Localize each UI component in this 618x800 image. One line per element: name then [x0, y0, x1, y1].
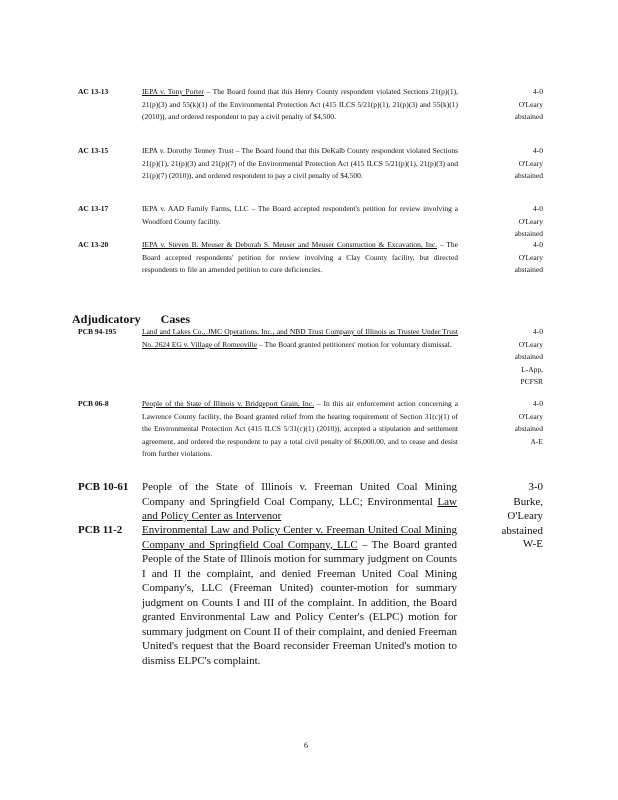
vote-line: abstained	[514, 424, 543, 433]
case-summary	[142, 326, 458, 351]
vote-line: O'Leary	[518, 216, 543, 226]
vote-record	[483, 326, 543, 389]
vote-line: 4-0	[533, 146, 543, 155]
vote-line: Burke,	[513, 495, 543, 508]
vote-line: W-E	[522, 538, 543, 550]
vote-line: 4-0	[533, 399, 543, 408]
docket-number: AC 13-17	[78, 204, 109, 213]
case-text: – In this air enforcement action concerning a Lawrence County facility, the Board granted relief from the hearing requirement of Section 31(c)(1) of the Environmental Protection Act (415 ILCS 5/31(c)(1) (2010)), accepted a stipulation and settlement agreement, and ordered the respondent to pay a total civil penalty of $6,000.00, and to cease and desist from further violations.	[142, 399, 458, 458]
case-caption: People of the State of Illinois v. Bridgeport Grain, Inc.	[142, 399, 314, 408]
case-text: – The Board granted People of the State of Illinois motion for summary judgment on Counts I and II the complaint, and denied Freeman United Coal Mining Company's, LLC (Freeman United) counter-motion for summary judgment on Counts I and III of the complaint. In addition, the Board granted Environmental Law and Policy Center's (ELPC) motion for summary judgment on Count II of their complaint, and denied Freeman United's request that the Board reconsider Freeman United's motion to dismiss ELPC's complaint.	[142, 538, 457, 667]
vote-line: abstained	[514, 112, 543, 121]
vote-line: O'Leary	[518, 411, 543, 421]
vote-record	[483, 203, 543, 241]
docket-number: PCB 94-195	[78, 327, 117, 336]
case-caption: People of the State of Illinois v. Freeman United Coal Mining Company and Springfield Coal Company, LLC; Environmental	[142, 481, 457, 508]
section-heading-word: Cases	[160, 312, 191, 326]
vote-record	[483, 537, 543, 552]
vote-line: 4-0	[533, 87, 543, 96]
docket-number: AC 13-20	[78, 240, 109, 249]
vote-line: O'Leary	[518, 99, 543, 109]
page-number: 6	[304, 741, 308, 750]
docket-number: PCB 10-61	[78, 481, 129, 493]
vote-record	[483, 398, 543, 448]
vote-line: abstained	[514, 265, 543, 274]
vote-record	[483, 145, 543, 183]
case-summary	[142, 145, 458, 183]
case-caption: IEPA v. Steven B. Meuser & Deborah S. Meuser and Meuser Construction & Excavation, Inc.	[142, 240, 438, 249]
case-summary	[142, 523, 457, 668]
case-caption: Environmental Law and Policy Center v. Freeman United Coal Mining Company and Springfield Coal Company, LLC	[142, 524, 457, 551]
vote-line: A-E	[530, 436, 543, 446]
vote-line: abstained	[501, 524, 543, 537]
vote-line: O'Leary	[507, 510, 543, 522]
case-summary	[142, 480, 457, 524]
case-caption: Land and Lakes Co., JMC Operations, Inc., and NBD Trust Company of Illinois as Trustee Under Trust No. 2624 EG v. Village of Romeoville	[142, 327, 458, 349]
section-heading	[72, 312, 190, 327]
vote-record	[483, 86, 543, 124]
vote-line: 4-0	[533, 327, 543, 336]
docket-number: PCB 11-2	[78, 524, 123, 536]
case-summary	[142, 203, 458, 228]
case-text: IEPA v. Dorothy Tenney Trust – The Board found that this DeKalb County respondent violated Sections 21(p)(1), 21(p)(3) and 21(p)(7) of the Environmental Protection Act (415 ILCS 5/21(p)(1), 21(p)(3) and 21(p)(7) (2010)), and ordered respondent to pay a civil penalty of $4,500.	[142, 146, 458, 180]
case-text: IEPA v. AAD Family Farms, LLC – The Board accepted respondent's petition for review involving a Woodford County facility.	[142, 204, 458, 226]
case-text: – The Board accepted respondents' petition for review involving a Clay County facility, but directed respondents to file an amended petition to cure deficiencies.	[142, 240, 458, 274]
vote-line: O'Leary	[518, 158, 543, 168]
case-caption-underlined: Law and Policy Center as Intervenor	[142, 495, 457, 522]
vote-line: 4-0	[533, 204, 543, 213]
docket-number: PCB 06-8	[78, 399, 109, 408]
vote-line: O'Leary	[518, 252, 543, 262]
case-summary	[142, 86, 458, 124]
docket-number: AC 13-13	[78, 87, 109, 96]
vote-line: O'Leary	[518, 339, 543, 349]
case-text: – The Board granted petitioners' motion for voluntary dismissal.	[257, 339, 452, 349]
vote-line: abstained	[514, 171, 543, 180]
case-summary	[142, 398, 458, 461]
vote-record	[483, 239, 543, 277]
case-text: – The Board found that this Henry County respondent violated Sections 21(p)(1), 21(p)(3) and 55(k)(1) of the Environmental Protection Act (415 ILCS 5/21(p)(1), 21(p)(3) and 55(k)(1) (2010)), and ordered respondent to pay a civil penalty of $4,500.	[142, 87, 458, 121]
vote-line: 3-0	[528, 481, 543, 493]
docket-number: AC 13-15	[78, 146, 109, 155]
vote-record	[483, 480, 543, 538]
vote-line: PCFSR	[520, 377, 543, 386]
vote-line: L-App,	[521, 364, 543, 374]
case-caption: IEPA v. Tony Porter	[142, 87, 204, 96]
section-heading-word: Adjudicatory	[72, 312, 141, 326]
vote-line: 4-0	[533, 240, 543, 249]
vote-line: abstained	[514, 352, 543, 361]
case-summary	[142, 239, 458, 277]
vote-line: abstained	[514, 229, 543, 238]
